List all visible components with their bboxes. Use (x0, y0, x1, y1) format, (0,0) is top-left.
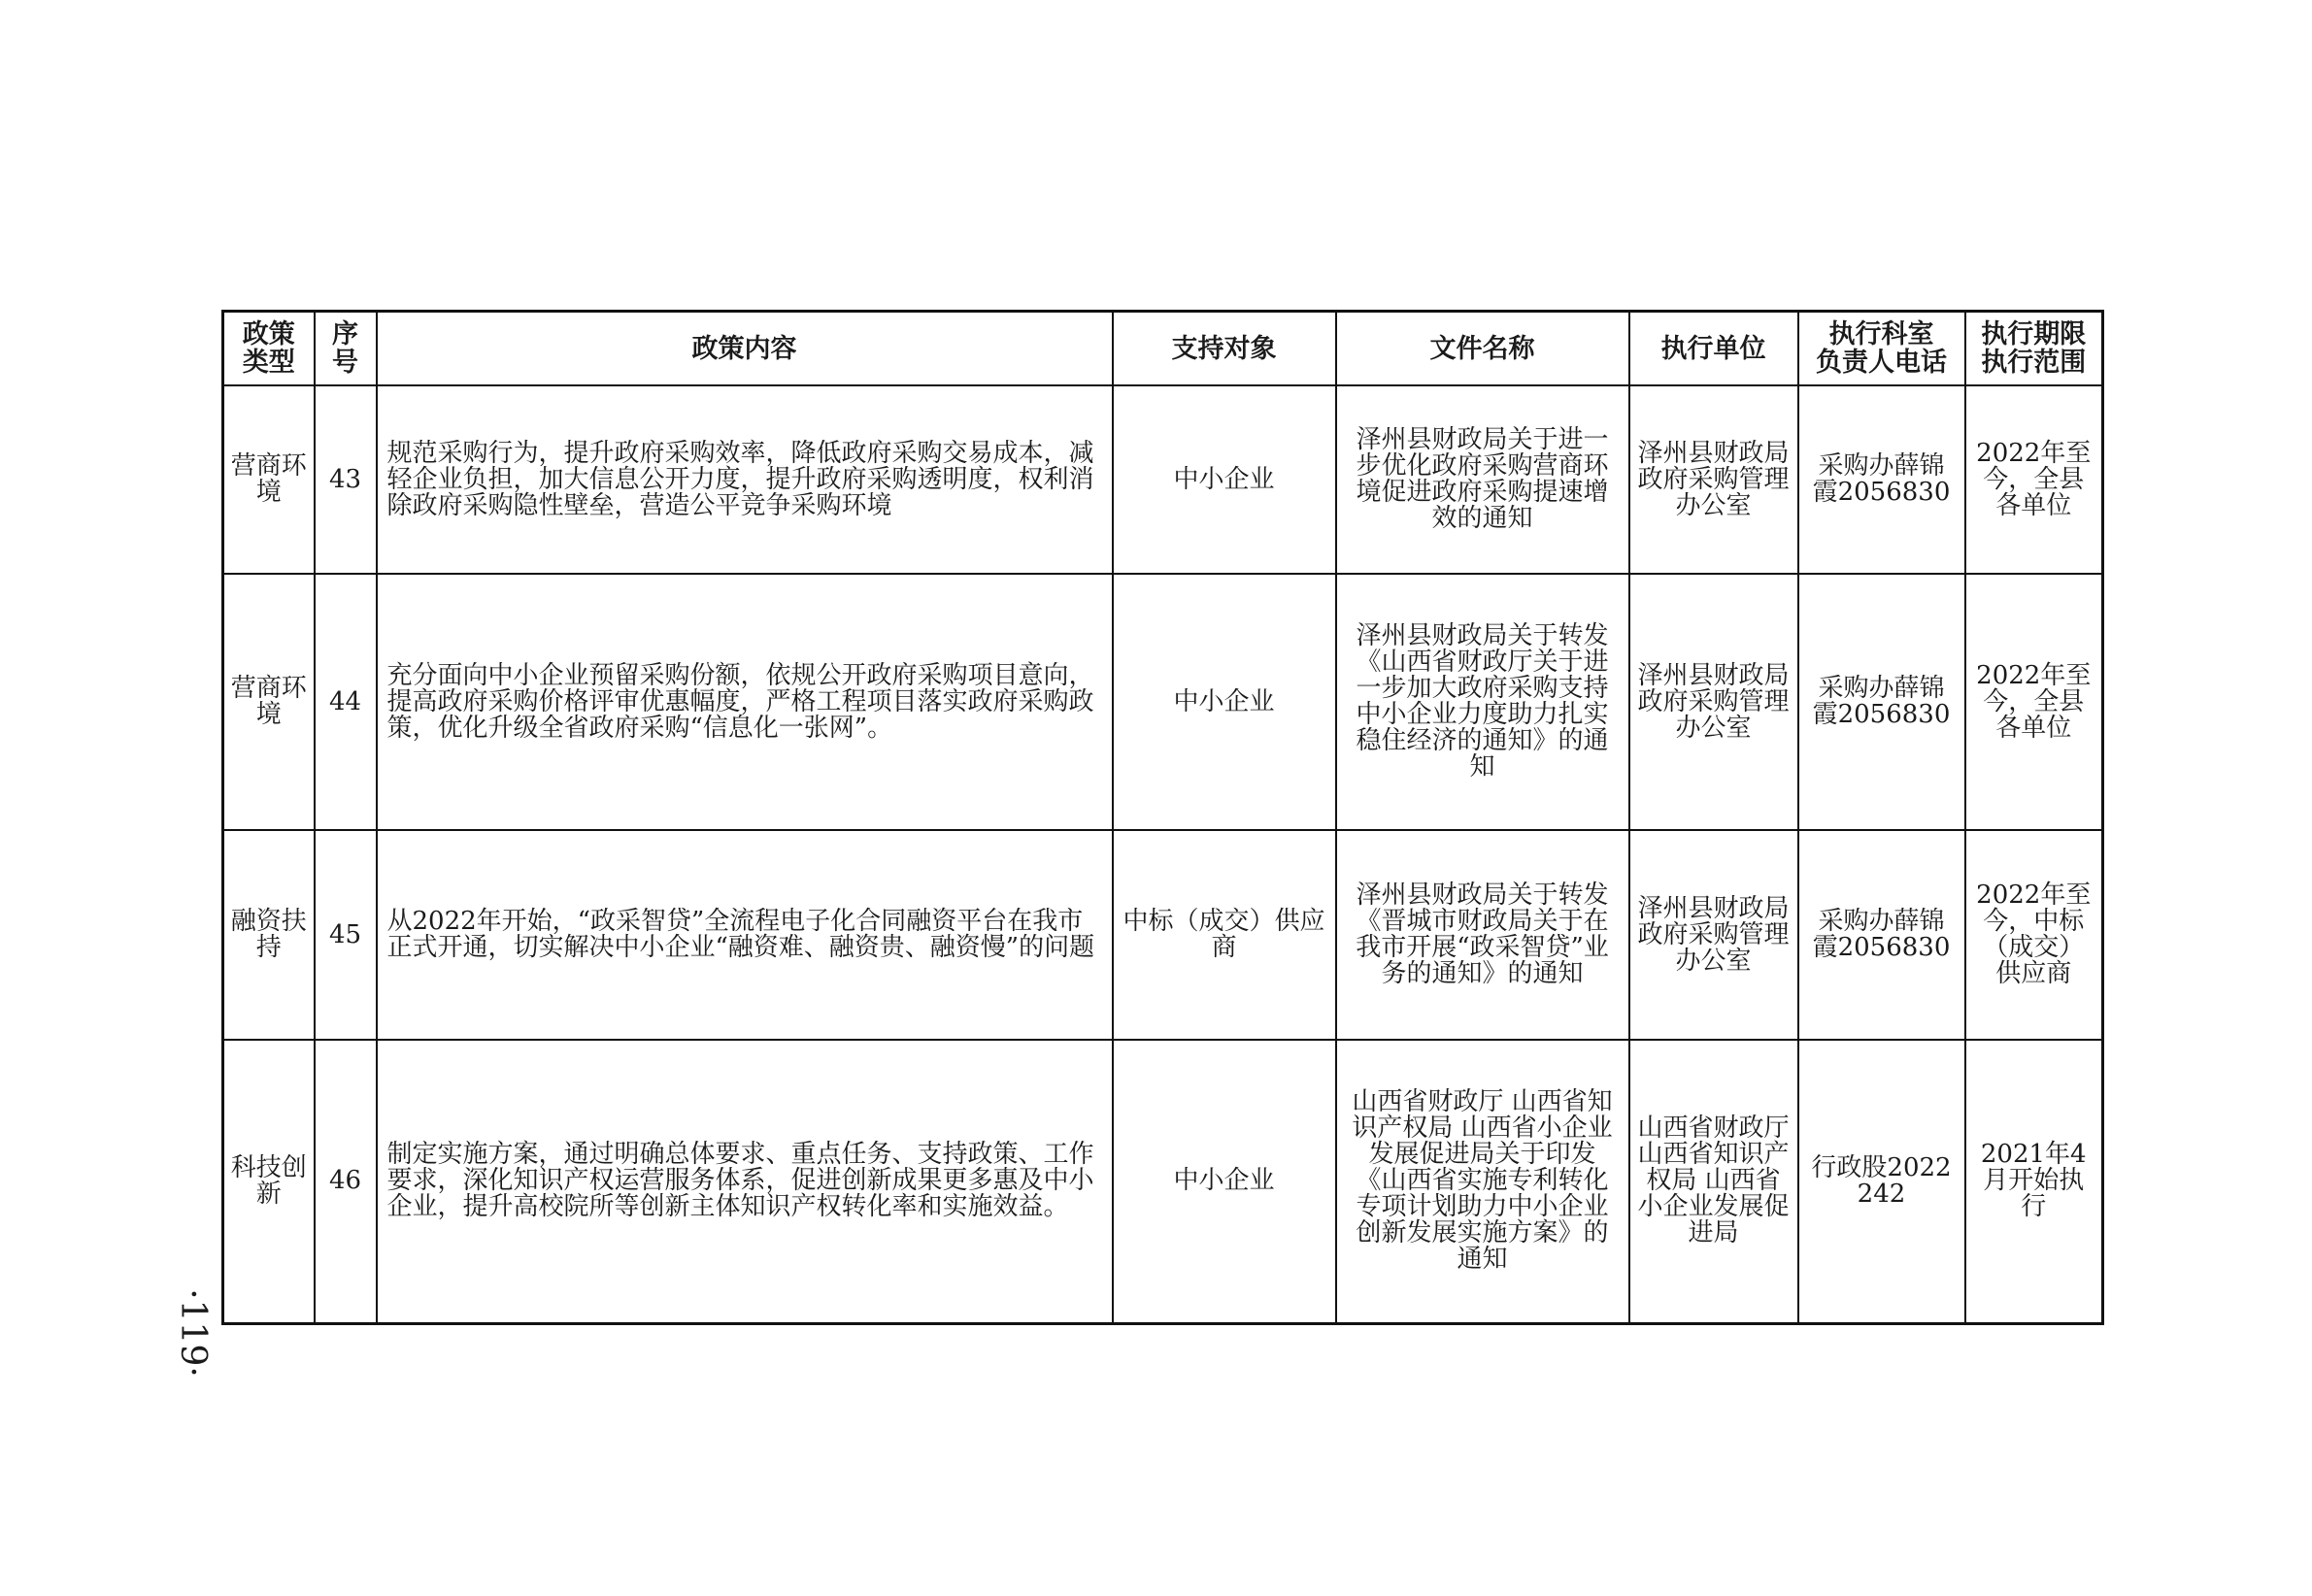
header-period: 执行期限 执行范围 (1965, 312, 2103, 386)
table-row (223, 1040, 2103, 1323)
header-policy-content: 政策内容 (377, 312, 1113, 386)
cell-policy-content: 从2022年开始，“政采智贷”全流程电子化合同融资平台在我市正式开通，切实解决中小企业“融资难、融资贵、融资慢”的问题 (377, 830, 1113, 1040)
cell-contact: 行政股2022242 (1798, 1040, 1965, 1323)
cell-support-target: 中小企业 (1113, 574, 1336, 830)
cell-policy-type: 融资扶持 (223, 830, 315, 1040)
cell-policy-content: 充分面向中小企业预留采购份额，依规公开政府采购项目意向，提高政府采购价格评审优惠幅度，严格工程项目落实政府采购政策，优化升级全省政府采购“信息化一张网”。 (377, 574, 1113, 830)
cell-policy-content: 规范采购行为，提升政府采购效率，降低政府采购交易成本，减轻企业负担，加大信息公开力度，提升政府采购透明度，权利消除政府采购隐性壁垒，营造公平竞争采购环境 (377, 385, 1113, 574)
cell-policy-type: 科技创新 (223, 1040, 315, 1323)
cell-document-name: 泽州县财政局关于转发《山西省财政厅关于进一步加大政府采购支持中小企业力度助力扎实稳住经济的通知》的通知 (1336, 574, 1629, 830)
cell-contact: 采购办薛锦霞2056830 (1798, 385, 1965, 574)
cell-executing-unit: 泽州县财政局政府采购管理办公室 (1629, 385, 1798, 574)
cell-policy-type: 营商环境 (223, 385, 315, 574)
cell-support-target: 中小企业 (1113, 385, 1336, 574)
cell-policy-type: 营商环境 (223, 574, 315, 830)
header-contact: 执行科室 负责人电话 (1798, 312, 1965, 386)
cell-seq: 44 (315, 574, 377, 830)
cell-seq: 46 (315, 1040, 377, 1323)
cell-policy-content: 制定实施方案，通过明确总体要求、重点任务、支持政策、工作要求，深化知识产权运营服务体系，促进创新成果更多惠及中小企业，提升高校院所等创新主体知识产权转化率和实施效益。 (377, 1040, 1113, 1323)
header-document-name: 文件名称 (1336, 312, 1629, 386)
cell-document-name: 泽州县财政局关于进一步优化政府采购营商环境促进政府采购提速增效的通知 (1336, 385, 1629, 574)
table-header-row (223, 312, 2103, 386)
cell-support-target: 中标（成交）供应商 (1113, 830, 1336, 1040)
page-number-text: ·119· (173, 1288, 213, 1378)
cell-executing-unit: 泽州县财政局政府采购管理办公室 (1629, 574, 1798, 830)
header-seq: 序 号 (315, 312, 377, 386)
header-executing-unit: 执行单位 (1629, 312, 1798, 386)
header-policy-type: 政策 类型 (223, 312, 315, 386)
cell-period: 2022年至今，全县各单位 (1965, 574, 2103, 830)
cell-executing-unit: 山西省财政厅 山西省知识产权局 山西省小企业发展促进局 (1629, 1040, 1798, 1323)
page-number (119, 1288, 265, 1378)
cell-period: 2021年4月开始执行 (1965, 1040, 2103, 1323)
policy-table (221, 310, 2104, 1325)
table-row (223, 830, 2103, 1040)
cell-seq: 45 (315, 830, 377, 1040)
cell-period: 2022年至今，中标（成交）供应商 (1965, 830, 2103, 1040)
cell-document-name: 泽州县财政局关于转发《晋城市财政局关于在我市开展“政采智贷”业务的通知》的通知 (1336, 830, 1629, 1040)
table-row (223, 385, 2103, 574)
table-row (223, 574, 2103, 830)
cell-seq: 43 (315, 385, 377, 574)
cell-support-target: 中小企业 (1113, 1040, 1336, 1323)
header-support-target: 支持对象 (1113, 312, 1336, 386)
cell-contact: 采购办薛锦霞2056830 (1798, 574, 1965, 830)
cell-contact: 采购办薛锦霞2056830 (1798, 830, 1965, 1040)
cell-executing-unit: 泽州县财政局政府采购管理办公室 (1629, 830, 1798, 1040)
cell-document-name: 山西省财政厅 山西省知识产权局 山西省小企业发展促进局关于印发《山西省实施专利转化专项计划助力中小企业创新发展实施方案》的通知 (1336, 1040, 1629, 1323)
cell-period: 2022年至今，全县各单位 (1965, 385, 2103, 574)
